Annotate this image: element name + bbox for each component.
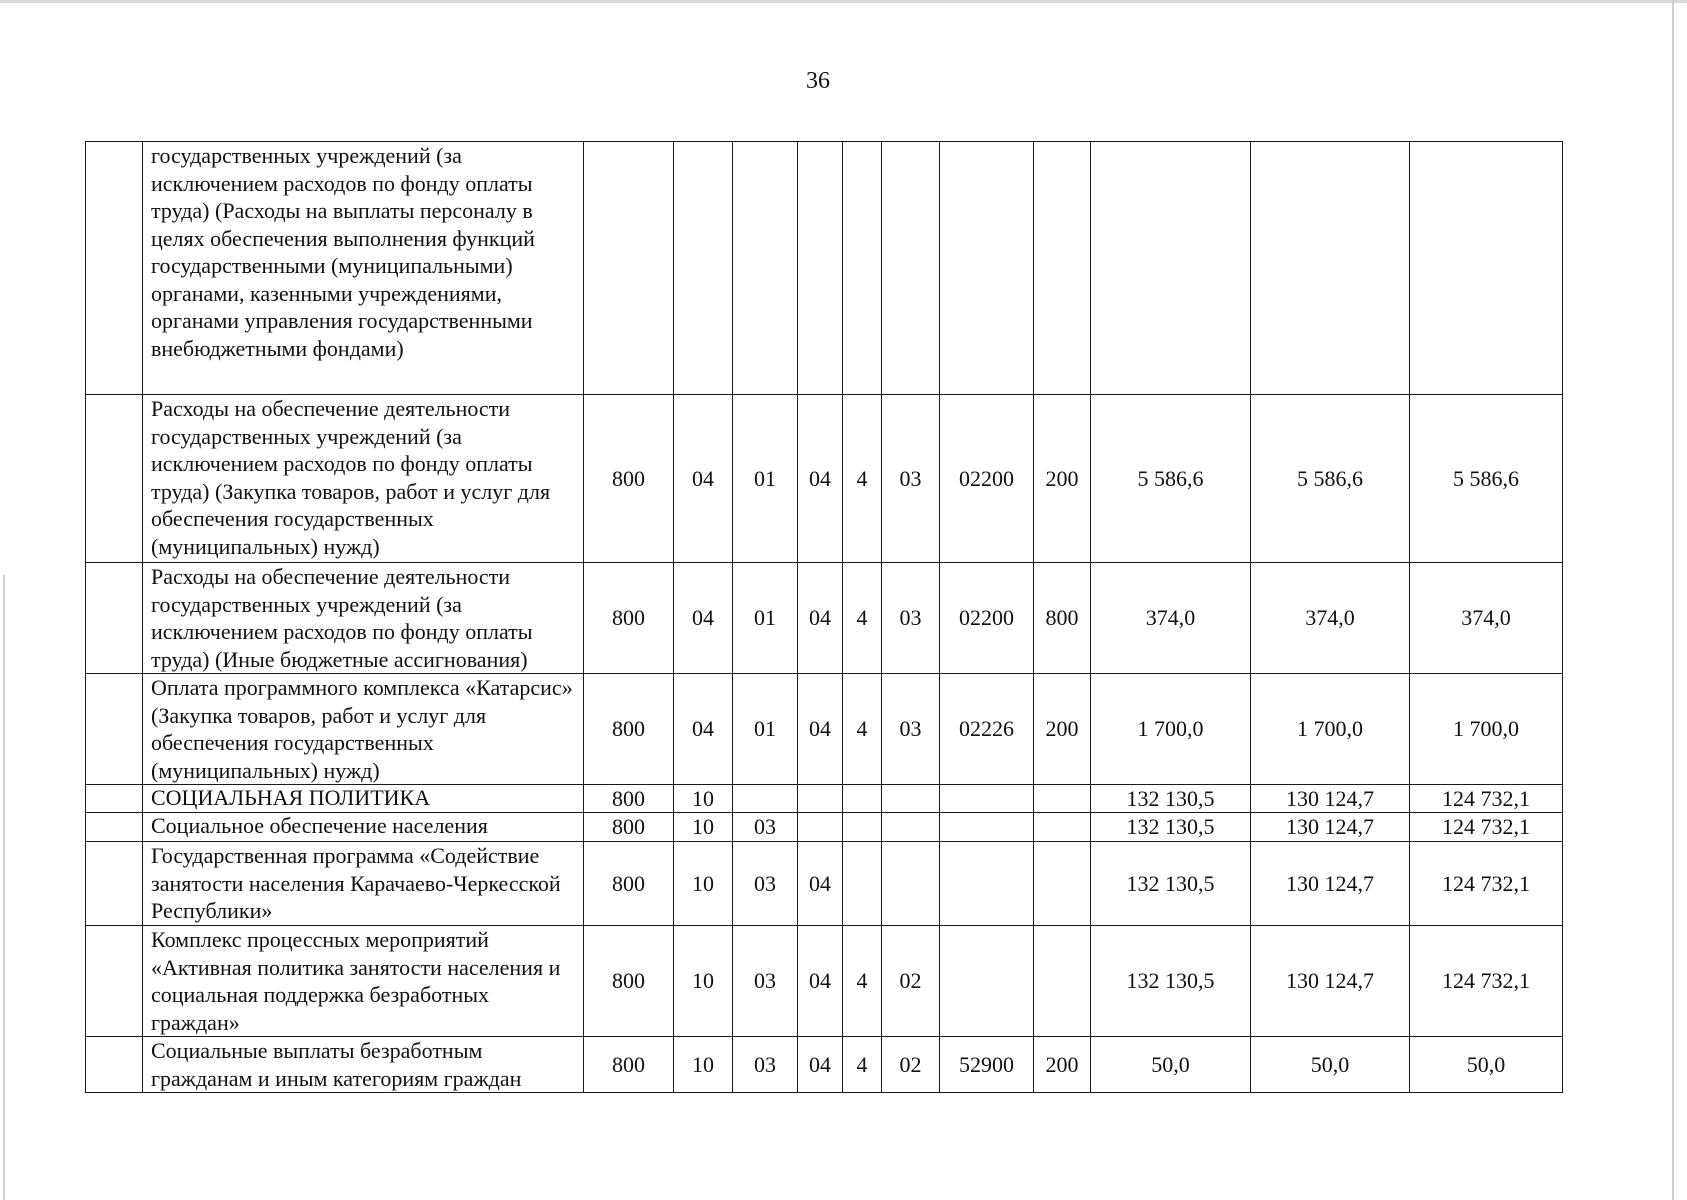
scan-edge-top [0,0,1687,3]
subsection-code: 03 [733,1037,798,1093]
row-number-cell [86,842,143,926]
amount-year-3: 50,0 [1410,1037,1563,1093]
amount-year-1: 374,0 [1091,563,1251,674]
subprogram-code: 4 [843,1037,882,1093]
activity-code [882,842,940,926]
expense-type-code: 200 [1034,1037,1091,1093]
section-code: 10 [674,813,733,842]
amount-year-1: 50,0 [1091,1037,1251,1093]
subsection-code: 03 [733,842,798,926]
amount-year-1: 1 700,0 [1091,674,1251,785]
item-name: Расходы на обеспечение деятельности государственных учреждений (за исключением расходов по фонду оплаты труда) (Закупка товаров, работ и услуг для обеспечения государственных (муниципальных) нужд) [143,395,584,563]
item-name: СОЦИАЛЬНАЯ ПОЛИТИКА [143,785,584,813]
ministry-code: 800 [584,842,674,926]
row-number-cell [86,785,143,813]
expense-type-code [1034,842,1091,926]
subprogram-code [843,142,882,395]
row-number-cell [86,1037,143,1093]
ministry-code: 800 [584,395,674,563]
table-row [86,813,1563,842]
subsection-code [733,142,798,395]
budget-table [85,141,1563,1093]
direction-code: 02226 [940,674,1034,785]
section-code: 04 [674,395,733,563]
scan-edge-right [1672,0,1674,1200]
amount-year-2: 1 700,0 [1251,674,1410,785]
subprogram-code: 4 [843,563,882,674]
item-name: Государственная программа «Содействие занятости населения Карачаево-Черкесской Республики» [143,842,584,926]
subsection-code: 01 [733,395,798,563]
row-number-cell [86,813,143,842]
activity-code [882,813,940,842]
table-row [86,142,1563,395]
program-code [798,142,843,395]
subprogram-code: 4 [843,395,882,563]
table-row [86,1037,1563,1093]
section-code: 10 [674,785,733,813]
amount-year-1 [1091,142,1251,395]
amount-year-2 [1251,142,1410,395]
activity-code [882,142,940,395]
program-code: 04 [798,926,843,1037]
scan-edge-left [3,575,5,1200]
direction-code: 02200 [940,563,1034,674]
row-number-cell [86,674,143,785]
amount-year-2: 130 124,7 [1251,785,1410,813]
item-name: Комплекс процессных мероприятий «Активная политика занятости населения и социальная поддержка безработных граждан» [143,926,584,1037]
item-name: Социальные выплаты безработным гражданам и иным категориям граждан [143,1037,584,1093]
expense-type-code: 200 [1034,674,1091,785]
ministry-code [584,142,674,395]
direction-code: 02200 [940,395,1034,563]
amount-year-3: 124 732,1 [1410,842,1563,926]
item-name: Оплата программного комплекса «Катарсис» (Закупка товаров, работ и услуг для обеспечения государственных (муниципальных) нужд) [143,674,584,785]
subsection-code [733,785,798,813]
amount-year-3 [1410,142,1563,395]
activity-code: 03 [882,395,940,563]
row-number-cell [86,395,143,563]
subsection-code: 01 [733,674,798,785]
amount-year-2: 5 586,6 [1251,395,1410,563]
activity-code: 03 [882,563,940,674]
item-name: Расходы на обеспечение деятельности государственных учреждений (за исключением расходов по фонду оплаты труда) (Иные бюджетные ассигнования) [143,563,584,674]
ministry-code: 800 [584,674,674,785]
table-row [86,842,1563,926]
amount-year-2: 50,0 [1251,1037,1410,1093]
activity-code: 02 [882,1037,940,1093]
amount-year-3: 124 732,1 [1410,926,1563,1037]
amount-year-3: 124 732,1 [1410,813,1563,842]
item-name: Социальное обеспечение населения [143,813,584,842]
ministry-code: 800 [584,563,674,674]
direction-code [940,785,1034,813]
activity-code: 02 [882,926,940,1037]
direction-code [940,142,1034,395]
expense-type-code: 800 [1034,563,1091,674]
direction-code [940,926,1034,1037]
direction-code [940,842,1034,926]
table-row [86,395,1563,563]
table-row [86,785,1563,813]
amount-year-1: 132 130,5 [1091,785,1251,813]
program-code [798,785,843,813]
section-code [674,142,733,395]
expense-type-code [1034,142,1091,395]
program-code: 04 [798,395,843,563]
table-row [86,926,1563,1037]
section-code: 10 [674,1037,733,1093]
subsection-code: 03 [733,926,798,1037]
program-code [798,813,843,842]
subsection-code: 03 [733,813,798,842]
subprogram-code: 4 [843,926,882,1037]
amount-year-2: 374,0 [1251,563,1410,674]
program-code: 04 [798,1037,843,1093]
program-code: 04 [798,842,843,926]
row-number-cell [86,142,143,395]
table-row [86,563,1563,674]
amount-year-3: 1 700,0 [1410,674,1563,785]
expense-type-code: 200 [1034,395,1091,563]
subprogram-code [843,785,882,813]
subprogram-code [843,813,882,842]
section-code: 10 [674,842,733,926]
expense-type-code [1034,926,1091,1037]
amount-year-1: 132 130,5 [1091,813,1251,842]
amount-year-2: 130 124,7 [1251,842,1410,926]
subprogram-code [843,842,882,926]
table-row [86,674,1563,785]
activity-code [882,785,940,813]
program-code: 04 [798,674,843,785]
section-code: 04 [674,563,733,674]
expense-type-code [1034,785,1091,813]
amount-year-2: 130 124,7 [1251,813,1410,842]
amount-year-1: 5 586,6 [1091,395,1251,563]
ministry-code: 800 [584,813,674,842]
ministry-code: 800 [584,785,674,813]
amount-year-3: 5 586,6 [1410,395,1563,563]
amount-year-1: 132 130,5 [1091,926,1251,1037]
direction-code: 52900 [940,1037,1034,1093]
row-number-cell [86,926,143,1037]
page-number: 36 [806,68,830,94]
ministry-code: 800 [584,926,674,1037]
subprogram-code: 4 [843,674,882,785]
item-name: государственных учреждений (за исключением расходов по фонду оплаты труда) (Расходы на выплаты персоналу в целях обеспечения выполнения функций государственными (муниципальными) органами, казенными учреждениями, органами управления государственными внебюджетными фондами) [143,142,584,395]
direction-code [940,813,1034,842]
section-code: 04 [674,674,733,785]
amount-year-3: 374,0 [1410,563,1563,674]
program-code: 04 [798,563,843,674]
expense-type-code [1034,813,1091,842]
amount-year-1: 132 130,5 [1091,842,1251,926]
ministry-code: 800 [584,1037,674,1093]
amount-year-3: 124 732,1 [1410,785,1563,813]
subsection-code: 01 [733,563,798,674]
amount-year-2: 130 124,7 [1251,926,1410,1037]
activity-code: 03 [882,674,940,785]
section-code: 10 [674,926,733,1037]
row-number-cell [86,563,143,674]
